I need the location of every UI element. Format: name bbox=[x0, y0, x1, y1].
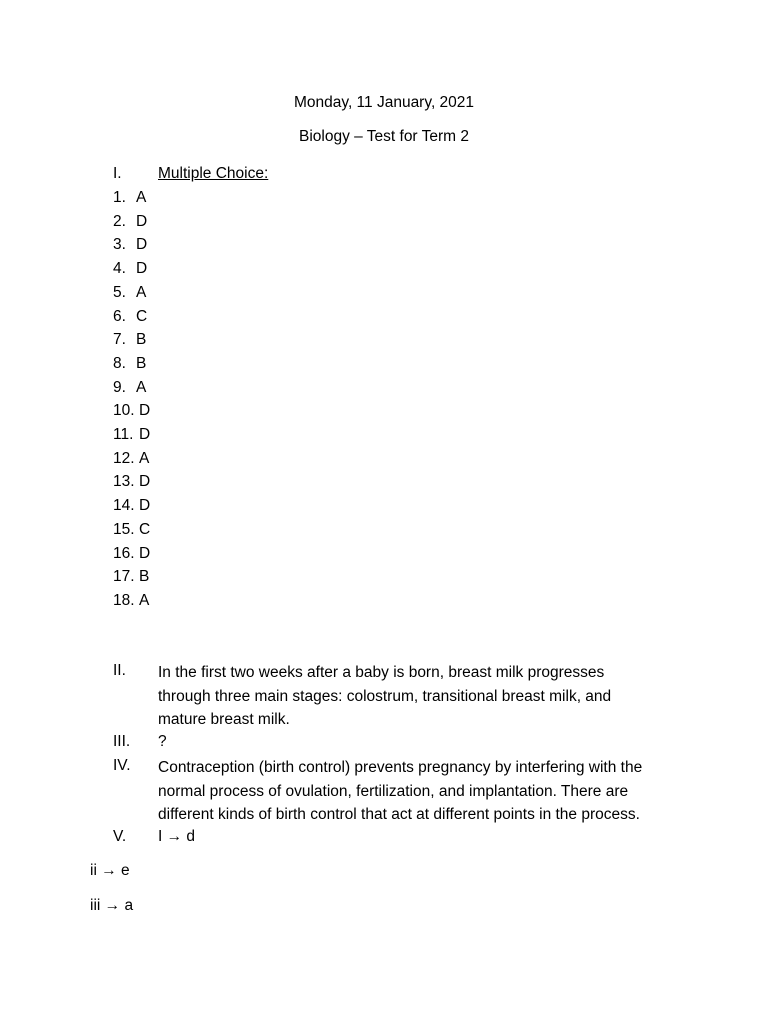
section-numeral: V. bbox=[113, 828, 127, 845]
match-third: iii → a bbox=[90, 897, 134, 914]
answer-number: 3. bbox=[113, 236, 126, 254]
answer-letter: D bbox=[136, 260, 148, 278]
section-numeral: IV. bbox=[113, 757, 131, 774]
answer-letter: A bbox=[139, 591, 150, 609]
answer-number: 4. bbox=[113, 260, 126, 278]
answer-letter: A bbox=[139, 449, 150, 467]
text-line: through three main stages: colostrum, transitional breast milk, and bbox=[158, 687, 612, 705]
text-line: different kinds of birth control that act at different points in the process. bbox=[158, 806, 640, 824]
answer-number: 6. bbox=[113, 307, 126, 325]
answer-letter: A bbox=[136, 189, 147, 206]
section-numeral: II. bbox=[113, 662, 126, 679]
answer-letter: D bbox=[139, 497, 151, 515]
text-line: Contraception (birth control) prevents pregnancy by interfering with the bbox=[158, 759, 643, 776]
answer-letter: A bbox=[136, 283, 147, 301]
text-line: In the first two weeks after a baby is born, breast milk progresses bbox=[158, 664, 605, 681]
section-heading: Multiple Choice: bbox=[158, 165, 269, 182]
answer-letter: D bbox=[136, 236, 148, 254]
section-numeral: III. bbox=[113, 733, 131, 750]
answer-number: 12. bbox=[113, 449, 135, 467]
answer-number: 17. bbox=[113, 568, 135, 586]
text-line: normal process of ovulation, fertilization, and implantation. There are bbox=[158, 782, 629, 800]
answer-number: 10. bbox=[113, 402, 135, 420]
answer-letter: D bbox=[139, 402, 151, 420]
answer-number: 7. bbox=[113, 331, 126, 349]
answer-number: 14. bbox=[113, 497, 135, 515]
match-second: ii → e bbox=[90, 862, 130, 879]
answer-number: 5. bbox=[113, 283, 126, 301]
answer-number: 15. bbox=[113, 520, 135, 538]
answer-number: 13. bbox=[113, 473, 135, 491]
section-numeral: I. bbox=[113, 165, 122, 182]
answer-letter: B bbox=[136, 354, 147, 372]
answer-number: 8. bbox=[113, 354, 126, 372]
answer-number: 11. bbox=[113, 426, 134, 443]
answer-letter: C bbox=[139, 520, 151, 538]
document-title: Biology – Test for Term 2 bbox=[298, 128, 469, 145]
match-first: I → d bbox=[158, 828, 196, 845]
section-4-text bbox=[158, 756, 718, 827]
answer-letter: B bbox=[139, 568, 150, 586]
answer-letter: D bbox=[139, 473, 151, 491]
answer-number: 9. bbox=[113, 378, 126, 396]
text-line: mature breast milk. bbox=[158, 711, 290, 729]
answer-letter: A bbox=[136, 378, 147, 396]
section-2-text bbox=[158, 661, 718, 732]
answer-letter: D bbox=[139, 544, 151, 562]
answer-number: 1. bbox=[113, 189, 126, 206]
section-3-text: ? bbox=[158, 733, 167, 750]
answer-letter: C bbox=[136, 307, 148, 325]
answer-letter: D bbox=[139, 426, 151, 443]
document-date: Monday, 11 January, 2021 bbox=[293, 94, 475, 111]
answer-number: 2. bbox=[113, 212, 126, 230]
answer-letter: B bbox=[136, 331, 147, 349]
answer-number: 16. bbox=[113, 544, 135, 562]
answer-number: 18. bbox=[113, 591, 135, 609]
answer-letter: D bbox=[136, 212, 148, 230]
